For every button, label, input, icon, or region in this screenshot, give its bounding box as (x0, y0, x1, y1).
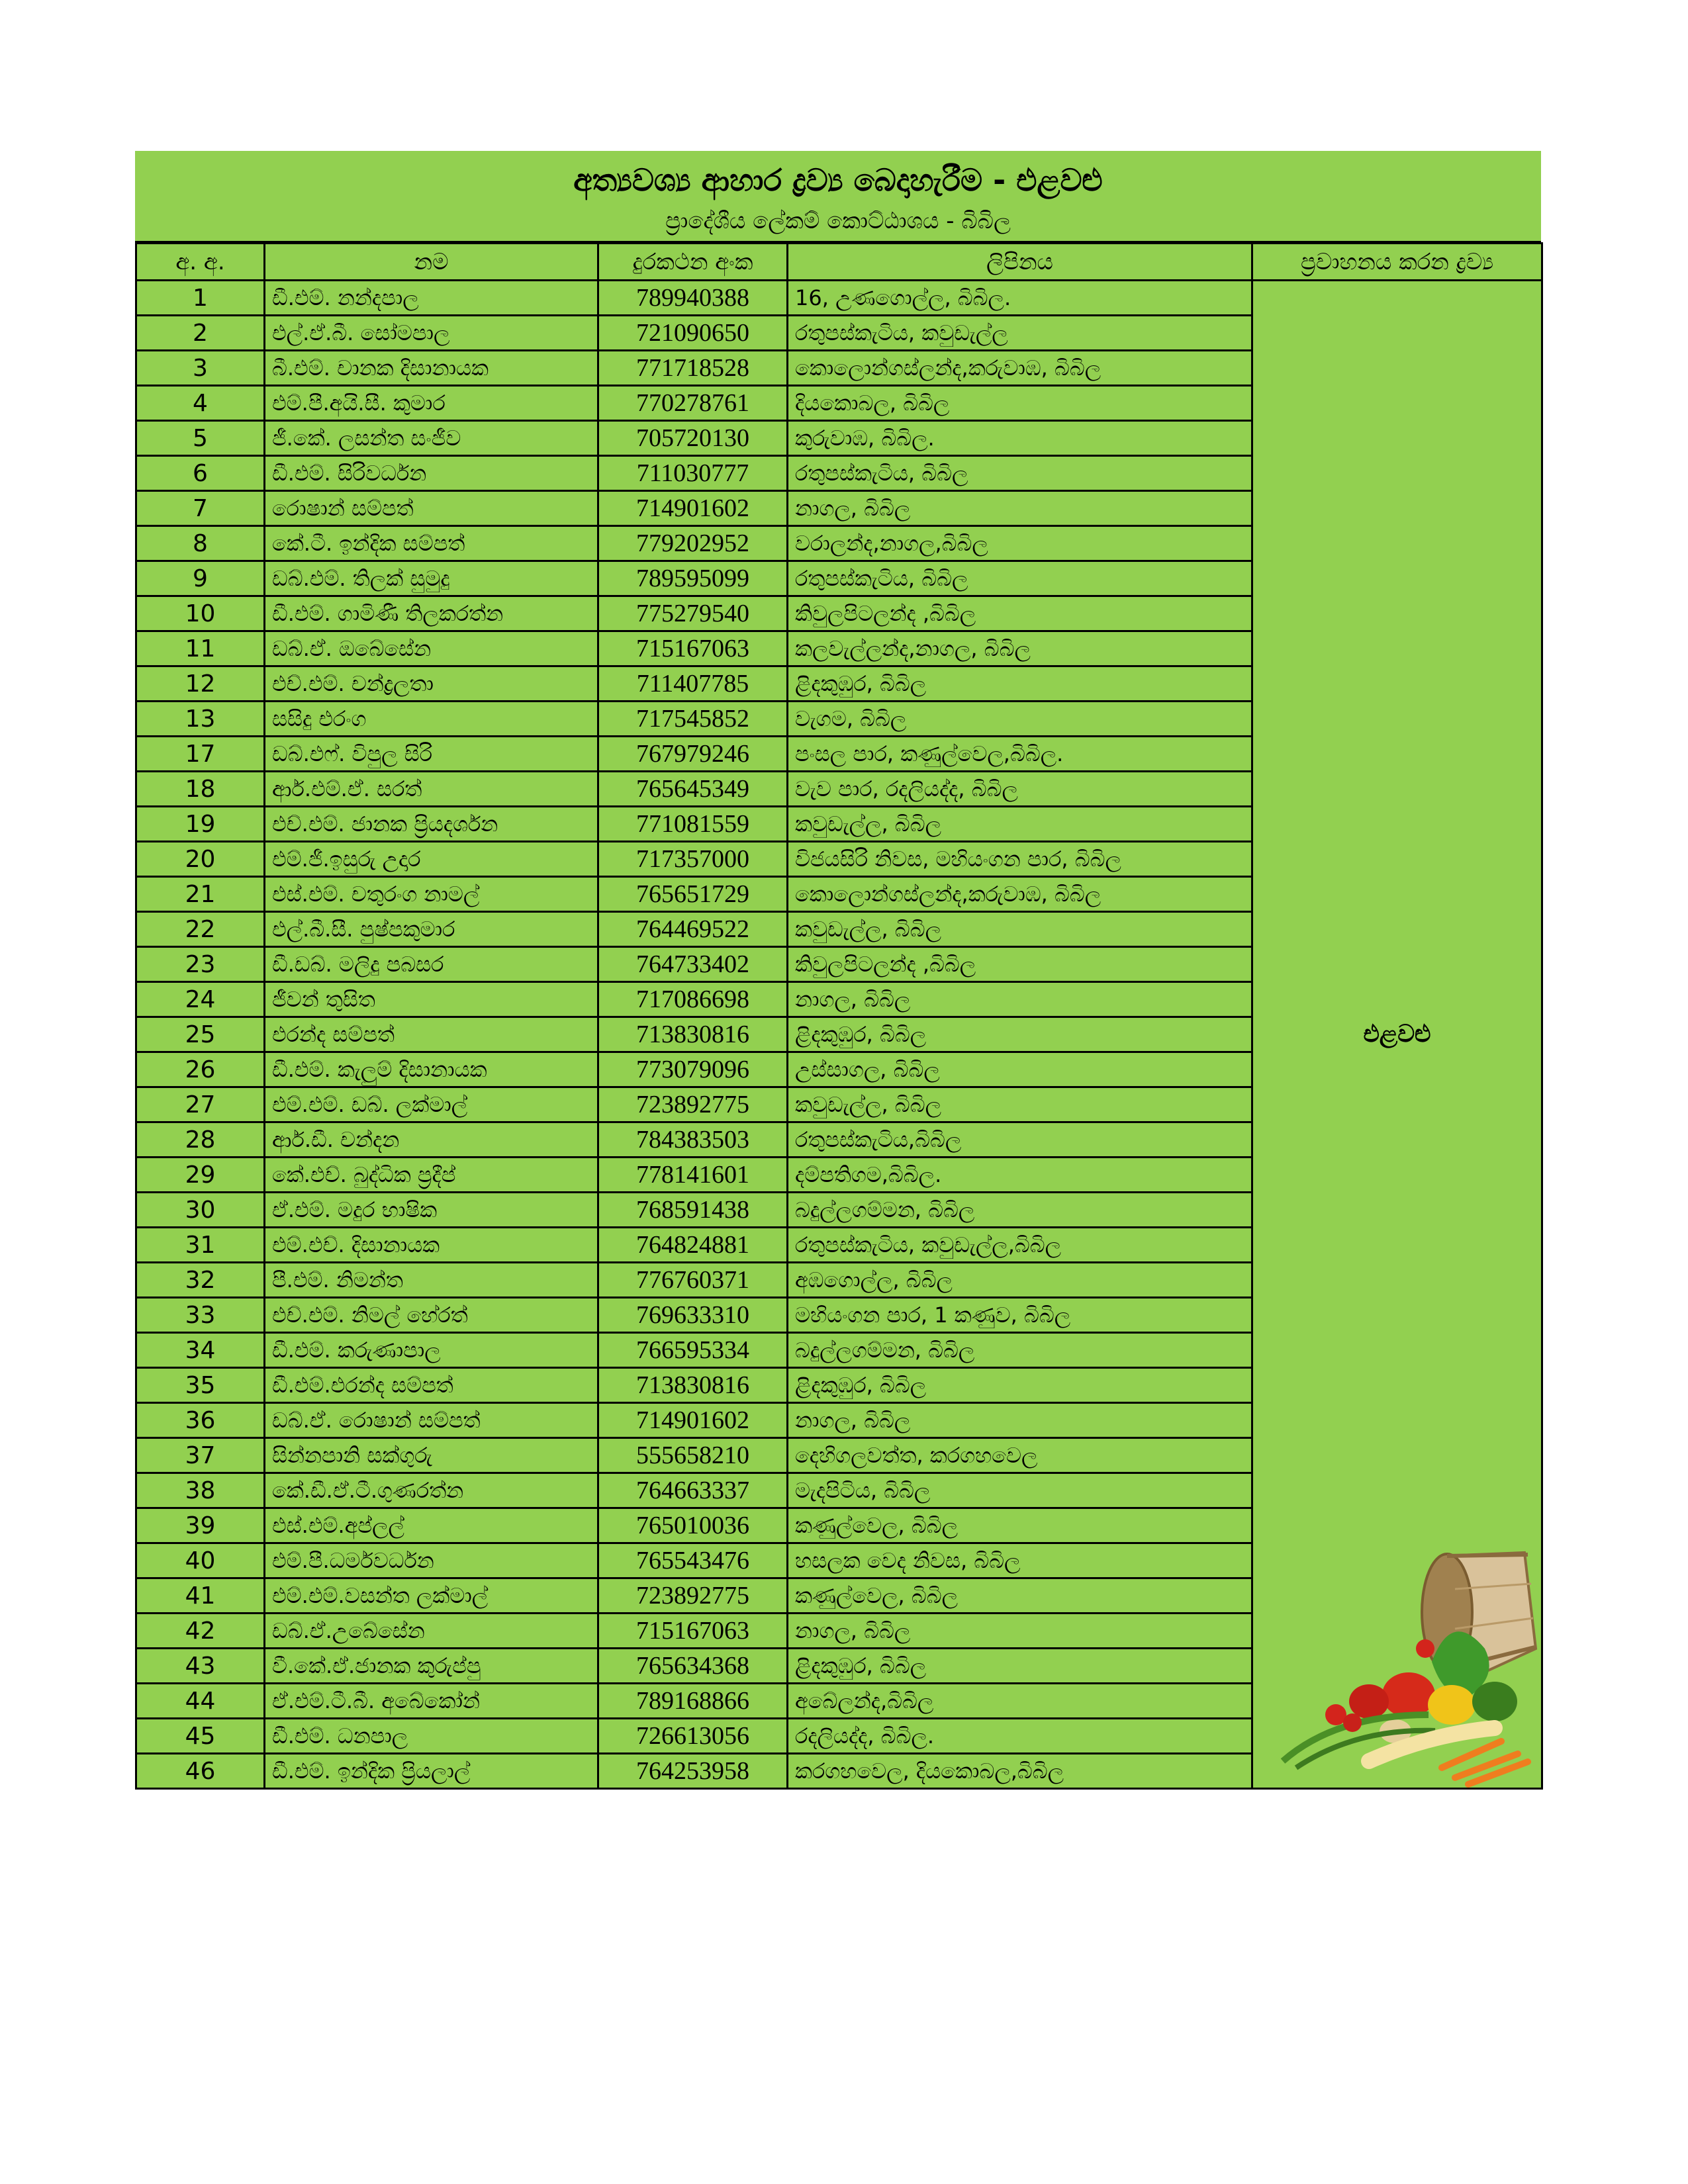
cell-phone: 711030777 (598, 456, 788, 491)
cell-name: ඩී.එම්. ගාමිණී තිලකරත්න (265, 596, 598, 631)
cell-no: 18 (136, 772, 265, 807)
cell-phone: 789168866 (598, 1684, 788, 1719)
cell-name: ඩී.එම්. කැලුම් දිසානායක (265, 1052, 598, 1087)
cell-name: ඩබ්.එම්. තිලක් සුමුදු (265, 561, 598, 596)
table-header-row (136, 244, 1542, 281)
page-subtitle: ප්‍රාදේශීය ලේකම් කොට්ඨාශය - බිබිල (665, 208, 1011, 234)
cell-phone: 723892775 (598, 1578, 788, 1614)
cell-no: 44 (136, 1684, 265, 1719)
cell-address: නාගල, බිබිල (788, 1614, 1252, 1649)
cell-phone: 714901602 (598, 1403, 788, 1438)
cell-no: 6 (136, 456, 265, 491)
cell-address: ළිදකුඹුර, බිබිල (788, 1649, 1252, 1684)
cell-name: ආර්.ඩී. චන්දන (265, 1122, 598, 1158)
cell-no: 32 (136, 1263, 265, 1298)
cell-phone: 789595099 (598, 561, 788, 596)
cell-name: එච්.එම්. නිමල් හේරත් (265, 1298, 598, 1333)
cell-phone: 768591438 (598, 1193, 788, 1228)
cell-name: ජී.කේ. ලසන්ත සංජීව (265, 421, 598, 456)
cell-no: 23 (136, 947, 265, 982)
vegetable-basket-illustration (1276, 1549, 1541, 1788)
cell-no: 2 (136, 316, 265, 351)
cell-no: 39 (136, 1508, 265, 1543)
cell-address: කවුඩැල්ල, බිබිල (788, 807, 1252, 842)
cell-no: 45 (136, 1719, 265, 1754)
cell-name: ආර්.එම්.ඒ. සරත් (265, 772, 598, 807)
cell-address: වරාලන්ද,නාගල,බිබිල (788, 526, 1252, 561)
cell-phone: 767979246 (598, 737, 788, 772)
cell-phone: 717357000 (598, 842, 788, 877)
cell-goods (1252, 281, 1542, 1789)
cell-phone: 769633310 (598, 1298, 788, 1333)
cell-name: ඩී.එම්. කරුණාපාල (265, 1333, 598, 1368)
col-header-no: අ. අ. (136, 244, 265, 281)
cell-phone: 713830816 (598, 1368, 788, 1403)
cell-name: ඩී.එම්. නන්දපාල (265, 281, 598, 316)
cell-no: 33 (136, 1298, 265, 1333)
cell-phone: 765543476 (598, 1543, 788, 1578)
cell-name: බී.එම්. චානක දිසානායක (265, 351, 598, 386)
cell-phone: 784383503 (598, 1122, 788, 1158)
cell-phone: 715167063 (598, 631, 788, 666)
cell-address: කණුල්වෙල, බිබිල (788, 1578, 1252, 1614)
cell-name: එල්.ඒ.බී. සෝමපාල (265, 316, 598, 351)
cell-no: 46 (136, 1754, 265, 1789)
cell-address: දෙහිගලවත්ත, කරගහවෙල (788, 1438, 1252, 1473)
cell-name: ඩී.එම්.එරන්ද සම්පත් (265, 1368, 598, 1403)
cell-name: එම්.එම්.වසන්ත ලක්මාල් (265, 1578, 598, 1614)
cell-phone: 715167063 (598, 1614, 788, 1649)
cell-address: දියකොබල, බිබිල (788, 386, 1252, 421)
cell-name: ඩී.ඩබ්. මලිදු පබසර (265, 947, 598, 982)
cell-address: අබේලන්ද,බිබිල (788, 1684, 1252, 1719)
cell-name: වී.කේ.ඒ.ජානක කුරුප්පු (265, 1649, 598, 1684)
cell-address: රතුපස්කැටිය, කවුඩැල්ල (788, 316, 1252, 351)
cell-no: 41 (136, 1578, 265, 1614)
cell-name: කේ.එච්. බුද්ධික ප්‍රදීප් (265, 1158, 598, 1193)
cell-address: කවුඩැල්ල, බිබිල (788, 912, 1252, 947)
cell-address: කරගහවෙල, දියකොබල,බිබිල (788, 1754, 1252, 1789)
cell-name: ඩබ්.ඒ. ඔබේසේන (265, 631, 598, 666)
cell-phone: 555658210 (598, 1438, 788, 1473)
cell-address: රදලියද්ද, බිබිල. (788, 1719, 1252, 1754)
cell-address: ළිදකුඹුර, බිබිල (788, 1368, 1252, 1403)
cell-phone: 764733402 (598, 947, 788, 982)
cell-name: එස්.එම්.අප්ලල් (265, 1508, 598, 1543)
cell-name: එල්.බී.සී. පුෂ්පකුමාර (265, 912, 598, 947)
col-header-name: නම (265, 244, 598, 281)
cell-name: ඒ.එම්.ටී.බී. අබේකෝන් (265, 1684, 598, 1719)
cell-address: බදුල්ලගම්මන, බිබිල (788, 1333, 1252, 1368)
cell-no: 4 (136, 386, 265, 421)
cell-no: 29 (136, 1158, 265, 1193)
cell-address: නාගල, බිබිල (788, 1403, 1252, 1438)
cell-no: 43 (136, 1649, 265, 1684)
cell-address: රතුපස්කැටිය, බිබිල (788, 561, 1252, 596)
cell-no: 30 (136, 1193, 265, 1228)
cell-name: එම්.පී.අයි.සී. කුමාර (265, 386, 598, 421)
cell-phone: 778141601 (598, 1158, 788, 1193)
cell-address: දම්පතිගම,බිබිල. (788, 1158, 1252, 1193)
cell-no: 34 (136, 1333, 265, 1368)
cell-phone: 771718528 (598, 351, 788, 386)
cell-name: කේ.ඩී.ඒ.ටී.ගුණරත්න (265, 1473, 598, 1508)
cell-no: 31 (136, 1228, 265, 1263)
cell-phone: 776760371 (598, 1263, 788, 1298)
cell-phone: 771081559 (598, 807, 788, 842)
cell-phone: 711407785 (598, 666, 788, 702)
cell-no: 38 (136, 1473, 265, 1508)
cell-phone: 721090650 (598, 316, 788, 351)
cell-phone: 770278761 (598, 386, 788, 421)
cell-no: 10 (136, 596, 265, 631)
cell-no: 28 (136, 1122, 265, 1158)
cell-no: 8 (136, 526, 265, 561)
cell-name: ඒ.එම්. මදුර භාෂික (265, 1193, 598, 1228)
cell-phone: 723892775 (598, 1087, 788, 1122)
cell-address: රතුපස්කැටිය, කවුඩැල්ල,බිබිල (788, 1228, 1252, 1263)
cell-no: 27 (136, 1087, 265, 1122)
cell-no: 12 (136, 666, 265, 702)
cell-address: කොලොන්ගස්ලන්ද,කරුවාඹ, බිබිල (788, 877, 1252, 912)
cell-name: සසිදු එරංග (265, 702, 598, 737)
cell-phone: 765634368 (598, 1649, 788, 1684)
supplier-table (135, 242, 1543, 1790)
cell-address: ළිදකුඹුර, බිබිල (788, 1017, 1252, 1052)
cell-address: බදුල්ලගම්මන, බිබිල (788, 1193, 1252, 1228)
cell-no: 36 (136, 1403, 265, 1438)
cell-no: 24 (136, 982, 265, 1017)
cell-no: 21 (136, 877, 265, 912)
cell-phone: 705720130 (598, 421, 788, 456)
cell-address: ළිදකුඹුර, බිබිල (788, 666, 1252, 702)
cell-no: 7 (136, 491, 265, 526)
cell-address: මහියංගන පාර, 1 කණුව, බිබිල (788, 1298, 1252, 1333)
col-header-address: ලිපිනය (788, 244, 1252, 281)
cell-address: කවුඩැල්ල, බිබිල (788, 1087, 1252, 1122)
cell-address: රතුපස්කැටිය,බිබිල (788, 1122, 1252, 1158)
cell-name: සින්නපානි සක්ගුරු (265, 1438, 598, 1473)
cell-phone: 714901602 (598, 491, 788, 526)
cell-address: කලවැල්ලන්ද,නාගල, බිබිල (788, 631, 1252, 666)
page-title: අත්‍යවශ්‍ය ආහාර ද්‍රව්‍ය බෙදාහැරීම - එළවළු (573, 162, 1103, 198)
cell-address: නාගල, බිබිල (788, 982, 1252, 1017)
cell-no: 11 (136, 631, 265, 666)
cell-name: එච්.එම්. චන්ද්‍රලතා (265, 666, 598, 702)
distribution-sheet (135, 151, 1541, 1790)
col-header-goods: ප්‍රවාහනය කරන ද්‍රව්‍ය (1252, 244, 1542, 281)
cell-address: කිවුලපිටලන්ද ,බිබිල (788, 596, 1252, 631)
cell-name: ඩී.එම්. සිරිවර්ධන (265, 456, 598, 491)
cell-name: එච්.එම්. ජානක ප්‍රියදර්ශන (265, 807, 598, 842)
cell-no: 37 (136, 1438, 265, 1473)
cell-address: උස්සාගල, බිබිල (788, 1052, 1252, 1087)
cell-address: හසලක වෙද නිවස, බිබිල (788, 1543, 1252, 1578)
cell-phone: 764469522 (598, 912, 788, 947)
cell-name: පී.එම්. නිමන්ත (265, 1263, 598, 1298)
table-row (136, 281, 1542, 316)
cell-name: ඩී.එම්. ඉන්දික ප්‍රියලාල් (265, 1754, 598, 1789)
cell-address: කොලොන්ගස්ලන්ද,කරුවාඹ, බිබිල (788, 351, 1252, 386)
cell-name: එම්.එම්. ඩබ්. ලක්මාල් (265, 1087, 598, 1122)
cell-no: 5 (136, 421, 265, 456)
cell-address: පංසල පාර, කණුල්වෙල,බිබිල. (788, 737, 1252, 772)
cell-address: කණුල්වෙල, බිබිල (788, 1508, 1252, 1543)
cell-name: එරන්ද සම්පත් (265, 1017, 598, 1052)
cell-name: රොෂාන් සම්පත් (265, 491, 598, 526)
cell-name: එස්.එම්. චතුරංග නාමල් (265, 877, 598, 912)
cell-phone: 764663337 (598, 1473, 788, 1508)
cell-no: 40 (136, 1543, 265, 1578)
cell-name: ඩී.එම්. ධනපාල (265, 1719, 598, 1754)
cell-no: 1 (136, 281, 265, 316)
cell-address: 16, උණගොල්ල, බිබිල. (788, 281, 1252, 316)
cell-no: 25 (136, 1017, 265, 1052)
cell-no: 17 (136, 737, 265, 772)
cell-address: වැව පාර, රදලියද්ද, බිබිල (788, 772, 1252, 807)
cell-no: 3 (136, 351, 265, 386)
cell-address: රතුපස්කැටිය, බිබිල (788, 456, 1252, 491)
cell-phone: 726613056 (598, 1719, 788, 1754)
cell-no: 20 (136, 842, 265, 877)
cell-name: එම්.පී.ධර්මවර්ධන (265, 1543, 598, 1578)
cell-no: 22 (136, 912, 265, 947)
cell-no: 35 (136, 1368, 265, 1403)
cell-phone: 717086698 (598, 982, 788, 1017)
cell-phone: 717545852 (598, 702, 788, 737)
cell-address: නාගල, බිබිල (788, 491, 1252, 526)
cell-no: 19 (136, 807, 265, 842)
cell-phone: 775279540 (598, 596, 788, 631)
cell-address: මැදපිටිය, බිබිල (788, 1473, 1252, 1508)
cell-name: ජීවන් තුසිත (265, 982, 598, 1017)
col-header-phone: දුරකථන අංක (598, 244, 788, 281)
cell-phone: 765651729 (598, 877, 788, 912)
cell-phone: 773079096 (598, 1052, 788, 1087)
cell-name: එම්.එච්. දිසානායක (265, 1228, 598, 1263)
cell-phone: 765645349 (598, 772, 788, 807)
cell-name: ඩබ්.ඒ.උබේසේන (265, 1614, 598, 1649)
cell-name: එම්.ජී.ඉසුරු උදාර (265, 842, 598, 877)
cell-no: 42 (136, 1614, 265, 1649)
goods-label: එළවළු (1363, 1021, 1431, 1048)
cell-phone: 766595334 (598, 1333, 788, 1368)
cell-address: කුරුවාඹ, බිබිල. (788, 421, 1252, 456)
cell-name: කේ.ටී. ඉන්දික සම්පත් (265, 526, 598, 561)
cell-no: 13 (136, 702, 265, 737)
cell-name: ඩබ්.එෆ්. විපුල සිරි (265, 737, 598, 772)
cell-name: ඩබ්.ඒ. රොෂාන් සම්පත් (265, 1403, 598, 1438)
cell-address: අඹගොල්ල, බිබිල (788, 1263, 1252, 1298)
cell-phone: 779202952 (598, 526, 788, 561)
cell-phone: 713830816 (598, 1017, 788, 1052)
cell-no: 26 (136, 1052, 265, 1087)
title-block (135, 151, 1541, 242)
cell-phone: 764253958 (598, 1754, 788, 1789)
cell-phone: 765010036 (598, 1508, 788, 1543)
cell-no: 9 (136, 561, 265, 596)
cell-phone: 789940388 (598, 281, 788, 316)
cell-phone: 764824881 (598, 1228, 788, 1263)
cell-address: වැගම, බිබිල (788, 702, 1252, 737)
cell-address: විජයසිරි නිවස, මහියංගන පාර, බිබිල (788, 842, 1252, 877)
cell-address: කිවුලපිටලන්ද ,බිබිල (788, 947, 1252, 982)
table-body (136, 281, 1542, 1789)
